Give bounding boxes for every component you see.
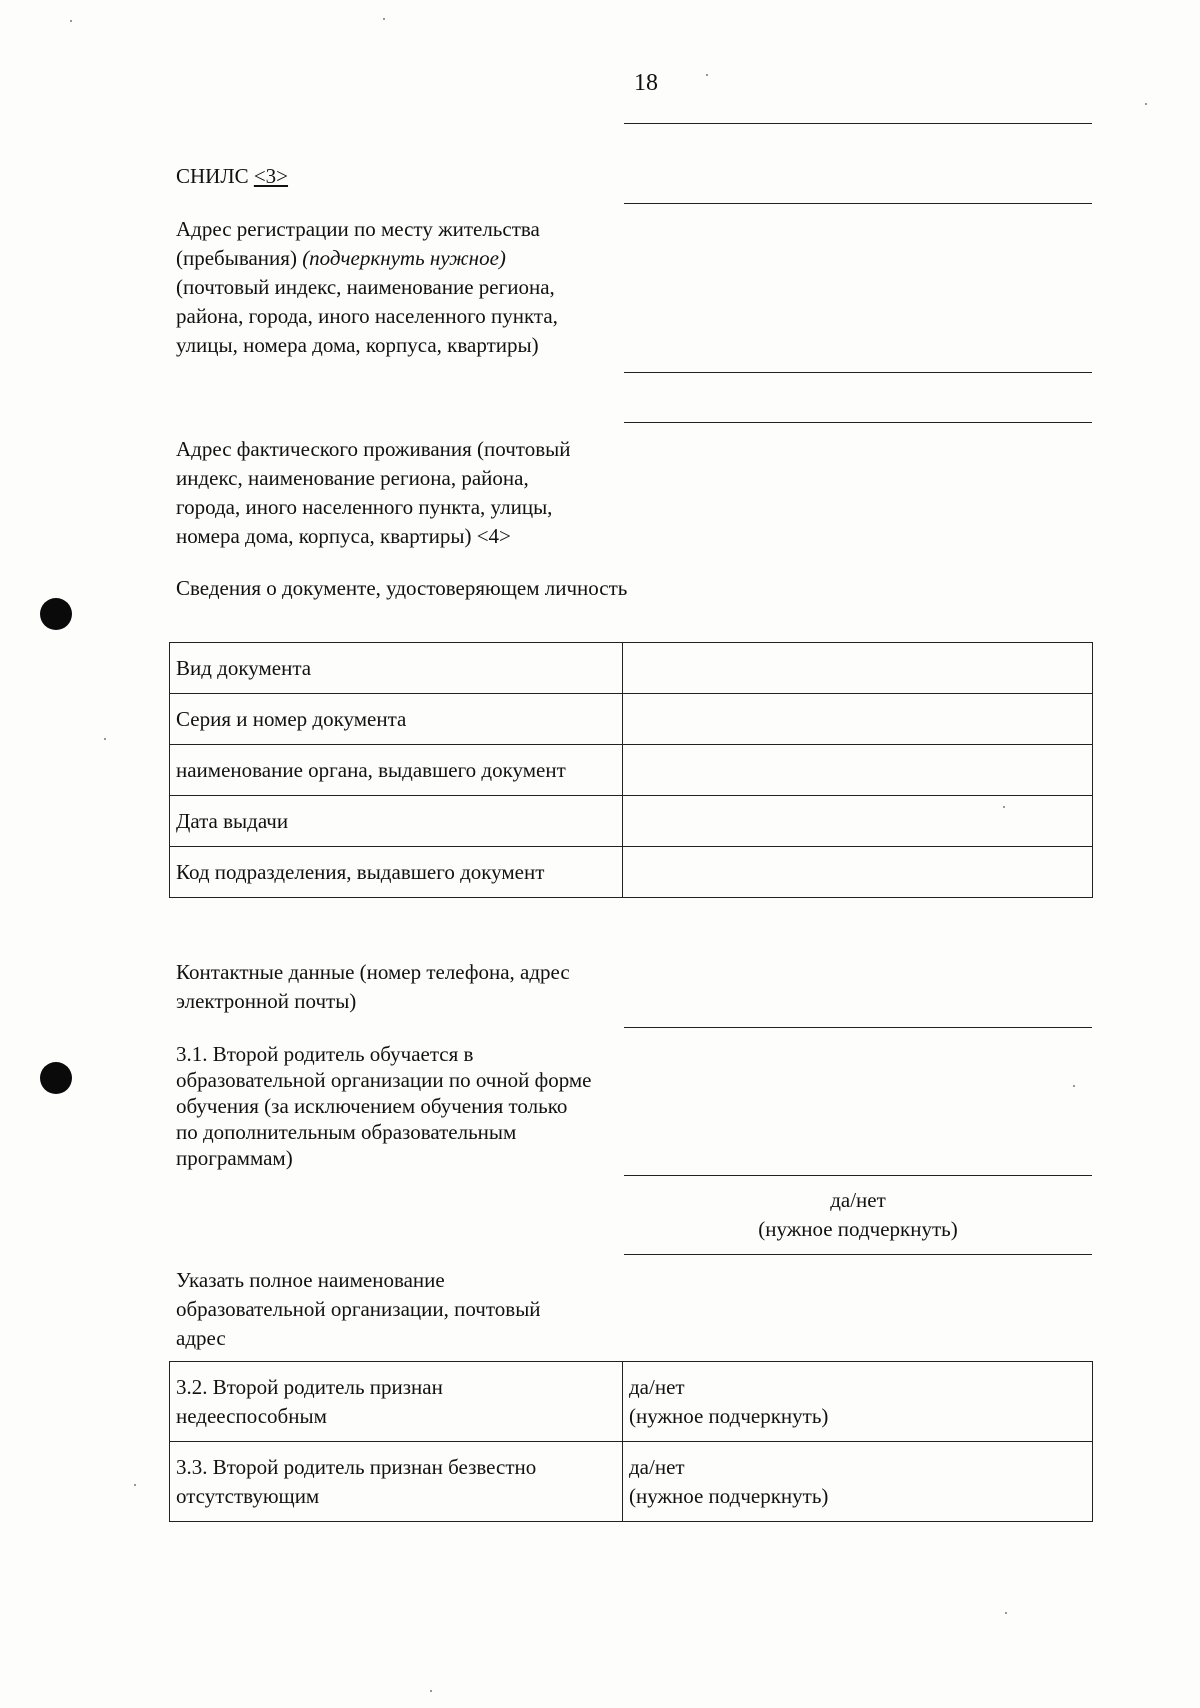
status-hint: (нужное подчеркнуть) xyxy=(629,1483,829,1508)
scan-speck xyxy=(1073,1085,1075,1087)
org-name-line3: адрес xyxy=(176,1326,226,1350)
act-addr-line4: номера дома, корпуса, квартиры) <4> xyxy=(176,524,511,548)
reg-addr-line2-text: (пребывания) xyxy=(176,246,303,270)
reg-addr-hint: (подчеркнуть нужное) xyxy=(302,246,506,270)
item-3-1-line2: образовательной организации по очной форме xyxy=(176,1068,592,1092)
row-label: наименование органа, выдавшего документ xyxy=(170,745,623,796)
table-row xyxy=(170,745,1093,796)
reg-addr-line4: района, города, иного населенного пункта, xyxy=(176,304,558,328)
status-label-line2: отсутствующим xyxy=(176,1483,320,1508)
reg-addr-line3: (почтовый индекс, наименование региона, xyxy=(176,275,555,299)
row-value-field[interactable] xyxy=(623,694,1093,745)
act-addr-line1: Адрес фактического проживания (почтовый xyxy=(176,437,571,461)
item-3-1-line1: 3.1. Второй родитель обучается в xyxy=(176,1042,474,1066)
item-3-1-line4: по дополнительным образовательным xyxy=(176,1120,517,1144)
identity-doc-table xyxy=(169,642,1093,898)
contacts-fill-line[interactable] xyxy=(624,1027,1092,1028)
contacts-line1: Контактные данные (номер телефона, адрес xyxy=(176,960,570,984)
table-row xyxy=(170,694,1093,745)
scan-speck xyxy=(1145,103,1147,105)
registration-address-fill-line-1[interactable] xyxy=(624,372,1092,373)
scan-speck xyxy=(1005,1612,1007,1614)
status-value-cell[interactable] xyxy=(623,1442,1093,1522)
item-3-1-yes-no-option[interactable]: да/нет xyxy=(830,1188,886,1212)
table-row xyxy=(170,847,1093,898)
scan-speck xyxy=(706,74,708,76)
item-3-1-fill-line[interactable] xyxy=(624,1175,1092,1176)
org-name-line1: Указать полное наименование xyxy=(176,1268,445,1292)
row-label: Код подразделения, выдавшего документ xyxy=(170,847,623,898)
scan-speck xyxy=(134,1484,136,1486)
scan-speck xyxy=(383,18,385,20)
reg-addr-line5: улицы, номера дома, корпуса, квартиры) xyxy=(176,333,539,357)
status-label-line1: 3.3. Второй родитель признан безвестно xyxy=(176,1454,537,1479)
row-value-field[interactable] xyxy=(623,745,1093,796)
row-value-field[interactable] xyxy=(623,847,1093,898)
fill-line-top[interactable] xyxy=(624,123,1092,124)
snils-label xyxy=(176,162,288,191)
page-number: 18 xyxy=(634,70,658,96)
row-label: Серия и номер документа xyxy=(170,694,623,745)
scan-speck xyxy=(430,1690,432,1692)
item-3-1-line3: обучения (за исключением обучения только xyxy=(176,1094,568,1118)
snils-fill-line[interactable] xyxy=(624,203,1092,204)
punch-hole-top xyxy=(40,598,72,630)
status-yes-no-option[interactable]: да/нет xyxy=(629,1454,685,1479)
row-value-field[interactable] xyxy=(623,796,1093,847)
table-row xyxy=(170,643,1093,694)
row-label: Вид документа xyxy=(170,643,623,694)
reg-addr-line1: Адрес регистрации по месту жительства xyxy=(176,217,540,241)
registration-address-fill-line-2[interactable] xyxy=(624,422,1092,423)
table-row xyxy=(170,1362,1093,1442)
row-label: Дата выдачи xyxy=(170,796,623,847)
row-value-field[interactable] xyxy=(623,643,1093,694)
snils-text: СНИЛС xyxy=(176,164,249,188)
identity-doc-heading: Сведения о документе, удостоверяющем личность xyxy=(176,576,628,600)
item-3-1-hint: (нужное подчеркнуть) xyxy=(758,1217,958,1241)
punch-hole-bottom xyxy=(40,1062,72,1094)
table-row xyxy=(170,1442,1093,1522)
status-hint: (нужное подчеркнуть) xyxy=(629,1403,829,1428)
act-addr-line2: индекс, наименование региона, района, xyxy=(176,466,529,490)
status-label-line1: 3.2. Второй родитель признан xyxy=(176,1374,443,1399)
org-name-fill-line[interactable] xyxy=(624,1254,1092,1255)
snils-footnote-link[interactable]: <3> xyxy=(253,164,289,188)
scan-speck xyxy=(70,20,72,22)
item-3-1-line5: программам) xyxy=(176,1146,293,1170)
contacts-line2: электронной почты) xyxy=(176,989,357,1013)
org-name-line2: образовательной организации, почтовый xyxy=(176,1297,541,1321)
scan-speck xyxy=(104,738,106,740)
reg-addr-line2 xyxy=(176,244,506,273)
parent-status-table xyxy=(169,1361,1093,1522)
status-label-line2: недееспособным xyxy=(176,1403,327,1428)
scan-speck xyxy=(1003,806,1005,808)
status-label-cell xyxy=(170,1442,623,1522)
act-addr-line3: города, иного населенного пункта, улицы, xyxy=(176,495,553,519)
status-yes-no-option[interactable]: да/нет xyxy=(629,1374,685,1399)
table-row xyxy=(170,796,1093,847)
status-value-cell[interactable] xyxy=(623,1362,1093,1442)
status-label-cell xyxy=(170,1362,623,1442)
